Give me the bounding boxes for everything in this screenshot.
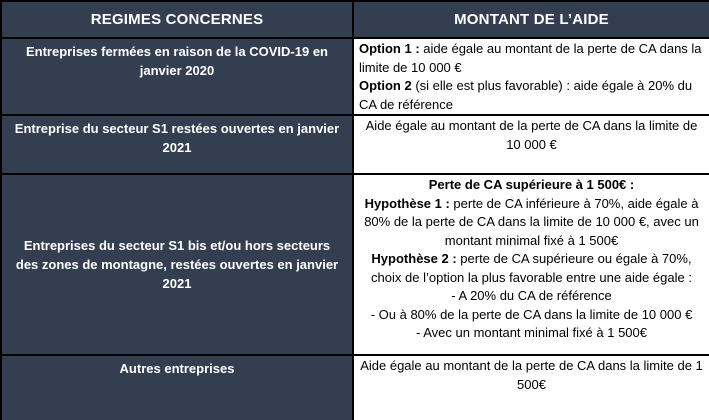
aide-cell [353,174,709,355]
aide-text: Aide égale au montant de la perte de CA dans la limite de 1 500€ [360,358,703,392]
aide-bullet-2: - Ou à 80% de la perte de CA dans la limite de 10 000 € [370,306,693,322]
hypothese-2-text: perte de CA supérieure ou égale à 70%, choix de l’option la plus favorable entre une aide égale : [371,251,692,285]
aide-bullet-3: - Avec un montant minimal fixé à 1 500€ [416,325,647,340]
table-row-s1-bis [1,174,709,355]
option-2-label: Option 2 [359,78,412,93]
aide-cell [353,115,709,174]
option-1-text: aide égale au montant de la perte de CA dans la limite de 10 000 € [359,41,702,75]
hypothese-1-label: Hypothèse 1 : [364,195,450,211]
aide-bullet-1: - A 20% du CA de référence [451,288,612,303]
regime-cell: Entreprises du secteur S1 bis et/ou hors secteurs des zones de montagne, restées ouvertes en janvier 2021 [1,174,353,355]
regime-cell: Entreprises fermées en raison de la COVID-19 en janvier 2020 [1,38,353,115]
option-1-label: Option 1 : [359,41,420,56]
aide-option-2 [359,77,704,114]
column-header-regimes: REGIMES CONCERNES [1,1,353,38]
aide-option-1 [359,40,704,77]
option-2-text: (si elle est plus favorable) : aide égale à 20% du CA de référence [359,78,693,112]
aide-title [359,176,704,195]
table-row-entreprises-fermees [1,38,709,115]
aide-cell [353,38,709,115]
aide-hypothese-1 [359,195,704,251]
hypothese-2-label: Hypothèse 2 : [371,251,457,266]
table-row-autres-entreprises [1,355,709,420]
header-row [1,1,709,38]
aide-hypothese-2 [359,250,704,287]
perte-ca-title: Perte de CA supérieure à 1 500€ : [428,177,635,192]
regime-cell: Entreprise du secteur S1 restées ouvertes en janvier 2021 [1,115,353,174]
regime-cell: Autres entreprises [1,355,353,420]
aide-cell [353,355,709,420]
table-row-secteur-s1 [1,115,709,174]
hypothese-1-text: perte de CA inférieure à 70%, aide égale à 80% de la perte de CA dans la limite de 10 000 €, avec un montant minimal fixé à 1 500€ [364,195,699,248]
column-header-montant: MONTANT DE L’AIDE [353,1,709,38]
aide-text: Aide égale au montant de la perte de CA dans la limite de 10 000 € [365,118,698,152]
